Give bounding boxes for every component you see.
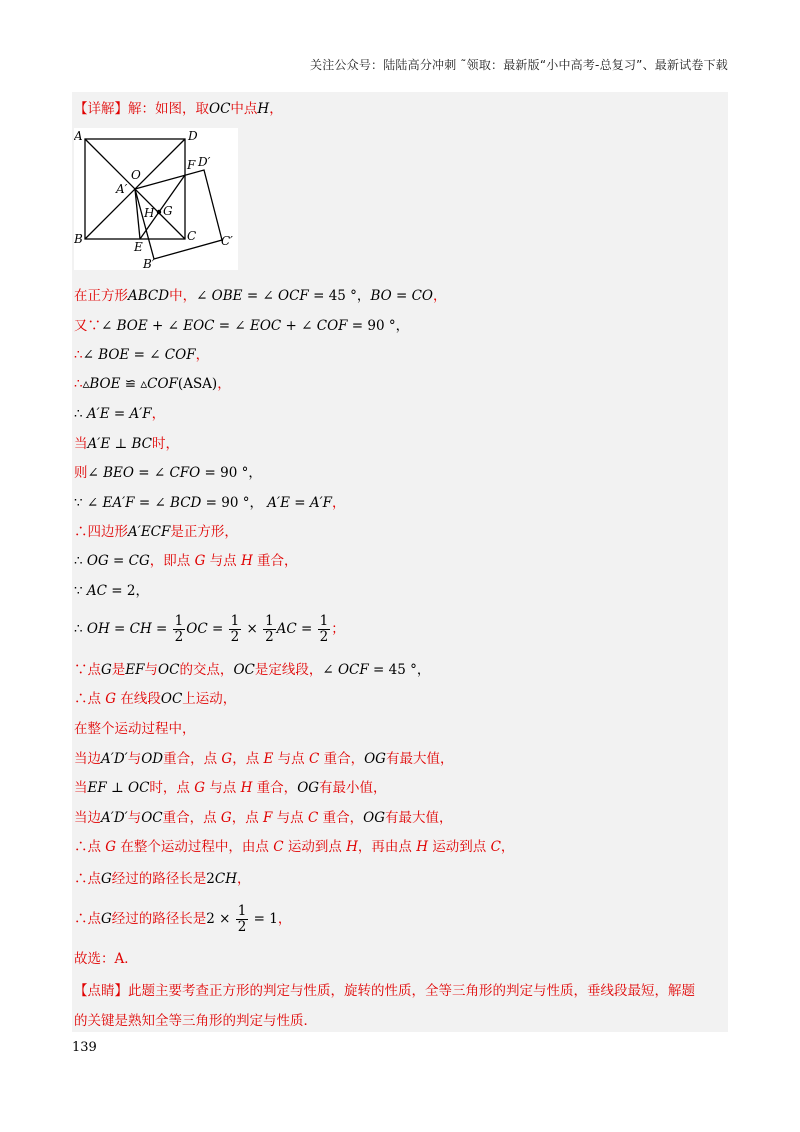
- text: 当: [74, 436, 88, 452]
- text: ∴: [74, 406, 87, 422]
- denominator: 2: [237, 919, 247, 935]
- text: 与点: [273, 751, 309, 767]
- math: =: [151, 621, 172, 637]
- text: 运动到点: [283, 839, 347, 855]
- numerator: 1: [230, 613, 240, 629]
- numerator: 1: [265, 613, 274, 629]
- text: ，: [195, 347, 210, 363]
- text: 重合，: [252, 780, 298, 796]
- math: AC: [86, 583, 107, 599]
- math: EF: [87, 780, 107, 796]
- step-line: [74, 552, 298, 570]
- text: 中点: [230, 101, 258, 117]
- math: ∠ EA′F: [86, 495, 135, 511]
- fraction: [318, 614, 331, 645]
- solution-intro: [74, 100, 283, 118]
- text: 重合，: [252, 553, 298, 569]
- comment-line: [74, 1012, 317, 1030]
- math: AC: [276, 621, 297, 637]
- text: ∴点: [74, 691, 106, 707]
- step-line: [74, 464, 262, 482]
- step-line: [74, 317, 409, 335]
- label-b: B: [74, 232, 83, 246]
- label-c: C: [187, 229, 197, 243]
- text: ，点: [232, 751, 264, 767]
- math: EF: [125, 662, 145, 678]
- math: A′F: [129, 406, 152, 422]
- fraction: [263, 614, 276, 645]
- text: 故选：A．: [74, 951, 138, 967]
- step-line: [74, 523, 238, 541]
- math: ⊥: [106, 780, 129, 796]
- step-line: [74, 779, 387, 797]
- math: H: [416, 839, 428, 855]
- text: 则: [74, 465, 88, 481]
- text: 有最小值，: [319, 780, 387, 796]
- math: +: [281, 318, 302, 334]
- text: 有最大值，: [385, 751, 454, 767]
- text: ，: [277, 911, 292, 927]
- math: OG: [297, 780, 320, 796]
- math: ⊥: [110, 436, 132, 452]
- text: ，点: [231, 810, 264, 826]
- step-line: [74, 870, 251, 888]
- text: 中，: [169, 288, 197, 304]
- math: =: [289, 495, 310, 511]
- math: A′E: [87, 436, 111, 452]
- text: ∵: [74, 583, 87, 599]
- step-line: [74, 902, 291, 936]
- text: 时，点: [149, 780, 195, 796]
- text: 【详解】解：如图，取: [74, 101, 209, 117]
- step-line: [74, 838, 514, 856]
- math: =: [108, 553, 129, 569]
- math: OH: [86, 621, 110, 637]
- answer-line: [74, 950, 138, 968]
- math: G: [101, 662, 112, 678]
- math: ∠ EOC: [167, 318, 215, 334]
- math: OC: [158, 662, 180, 678]
- text: 重合，点: [163, 751, 222, 767]
- math: +: [147, 318, 168, 334]
- text: 是正方形，: [170, 524, 238, 540]
- step-line: [74, 720, 196, 738]
- step-line: [74, 375, 231, 393]
- math: G: [221, 751, 233, 767]
- math: ▵BOE: [82, 376, 121, 392]
- denominator: 2: [174, 629, 184, 645]
- math: ∠ BCD: [154, 495, 202, 511]
- text: ∴点: [74, 839, 106, 855]
- text: ，: [269, 101, 283, 117]
- text: 当: [74, 780, 88, 796]
- math: G: [105, 839, 117, 855]
- math: A′D′: [101, 810, 128, 826]
- label-h: H: [144, 206, 155, 220]
- fraction: [229, 614, 242, 645]
- step-line: [74, 612, 345, 646]
- text: 是定线段，: [254, 662, 323, 678]
- label-a: A: [74, 129, 83, 143]
- math: OD: [141, 751, 164, 767]
- math: A′E: [267, 495, 290, 511]
- math: = 1: [249, 911, 278, 927]
- math: =: [133, 465, 154, 481]
- step-line: [74, 582, 149, 600]
- math: OG: [364, 751, 386, 767]
- math: =: [296, 621, 317, 637]
- math: = 45 °，: [368, 662, 431, 678]
- math: ∠ EOC: [234, 318, 282, 334]
- comment-line: [74, 982, 695, 1000]
- math: ∠ OCF: [322, 662, 369, 678]
- math: H: [240, 553, 253, 569]
- text: 运动到点: [427, 839, 491, 855]
- text: 经过的路径长是: [111, 911, 207, 927]
- math: =: [134, 495, 155, 511]
- text: 时，: [151, 436, 179, 452]
- math: C: [308, 751, 320, 767]
- text: ，: [217, 376, 231, 392]
- math: = 2，: [106, 583, 149, 599]
- math: =: [391, 288, 412, 304]
- text: 当边: [74, 751, 101, 767]
- page-header: 关注公众号：陆陆高分冲刺 ˜领取：最新版“小中高考-总复习”、最新试卷下载: [310, 58, 728, 72]
- math: A′F: [309, 495, 333, 511]
- math: ∠ BOE: [82, 347, 130, 363]
- math: F: [263, 810, 273, 826]
- math: H: [346, 839, 358, 855]
- math: OG: [363, 810, 385, 826]
- text: 在正方形: [74, 288, 128, 304]
- math: =: [109, 621, 130, 637]
- math: ∠ OCF: [262, 288, 309, 304]
- math: = 90 °，: [200, 465, 262, 481]
- math: H: [257, 101, 270, 117]
- text: ∴四边形: [74, 524, 128, 540]
- math: G: [194, 780, 206, 796]
- text: 与点: [205, 553, 241, 569]
- math: A′D′: [101, 751, 128, 767]
- math: G: [194, 553, 206, 569]
- math: = 45 °，: [308, 288, 371, 304]
- text: 与点: [272, 810, 308, 826]
- math: OC: [128, 780, 150, 796]
- text: 又∵: [74, 318, 101, 334]
- text: ，即点: [149, 553, 195, 569]
- text: 上运动，: [182, 691, 237, 707]
- text: ，: [433, 288, 447, 304]
- math: ∠ COF: [149, 347, 196, 363]
- math: G: [105, 691, 117, 707]
- denominator: 2: [265, 629, 274, 645]
- math: OC: [141, 810, 163, 826]
- step-line: [74, 405, 165, 423]
- page-number: 139: [72, 1040, 97, 1055]
- text: ∵点: [74, 662, 101, 678]
- math: C: [273, 839, 284, 855]
- text: 在整个运动过程中，: [74, 721, 196, 737]
- text: 的关键是熟知全等三角形的判定与性质．: [74, 1013, 317, 1029]
- math: OG: [86, 553, 109, 569]
- math: =: [214, 318, 235, 334]
- math: CH: [129, 621, 152, 637]
- fraction: [173, 614, 186, 645]
- text: ，: [237, 871, 251, 887]
- step-line: [74, 287, 447, 305]
- geometry-figure: [74, 128, 238, 270]
- math: ∠ OBE: [196, 288, 243, 304]
- text: ，: [500, 839, 515, 855]
- text: 的交点，: [179, 662, 234, 678]
- math: CH: [214, 871, 237, 887]
- text: ，再由点: [357, 839, 417, 855]
- fraction: [236, 904, 249, 935]
- text: ∴: [74, 347, 83, 363]
- math: OC: [209, 101, 231, 117]
- text: 是: [111, 662, 126, 678]
- numerator: 1: [174, 613, 184, 629]
- label-d: D: [188, 129, 198, 143]
- text: 在整个运动过程中，由点: [116, 839, 274, 855]
- step-line: [74, 750, 453, 768]
- math: =: [207, 621, 228, 637]
- math: OC: [160, 691, 183, 707]
- step-line: [74, 690, 236, 708]
- math: E: [263, 751, 274, 767]
- math: ∠ COF: [301, 318, 348, 334]
- math: G: [101, 911, 112, 927]
- text: 在线段: [116, 691, 161, 707]
- label-d-prime: D′: [198, 155, 211, 169]
- math: G: [101, 871, 112, 887]
- denominator: 2: [230, 629, 240, 645]
- step-line: [74, 809, 452, 827]
- label-b-prime: B′: [143, 257, 155, 270]
- numerator: 1: [319, 613, 329, 629]
- math: ∠ CFO: [153, 465, 201, 481]
- math: ABCD: [128, 288, 170, 304]
- math: C: [490, 839, 501, 855]
- label-e: E: [134, 240, 143, 254]
- math: BO: [370, 288, 392, 304]
- math: A′E: [86, 406, 110, 422]
- text: ∴点: [74, 911, 101, 927]
- math: = 90 °，: [347, 318, 410, 334]
- label-c-prime: C′: [221, 234, 233, 248]
- step-line: [74, 661, 430, 679]
- text: ∵: [74, 495, 87, 511]
- math: ▵COF: [140, 376, 178, 392]
- math: ∠ BOE: [101, 318, 148, 334]
- math: ≌: [120, 376, 141, 392]
- math: A′ECF: [128, 524, 171, 540]
- math: = 90 °，: [201, 495, 268, 511]
- math: ∠ BEO: [87, 465, 134, 481]
- text: ∴点: [74, 871, 101, 887]
- label-g: G: [163, 204, 173, 218]
- text: 重合，: [318, 810, 364, 826]
- math: =: [242, 288, 263, 304]
- math: =: [129, 347, 150, 363]
- denominator: 2: [319, 629, 329, 645]
- label-f: F: [187, 158, 196, 172]
- text: 与点: [205, 780, 241, 796]
- math: OC: [186, 621, 208, 637]
- step-line: [74, 346, 209, 364]
- text: ，: [151, 406, 166, 422]
- math: =: [109, 406, 130, 422]
- numerator: 1: [237, 903, 247, 919]
- math: ×: [242, 621, 263, 637]
- math: (ASA): [177, 376, 218, 392]
- math: G: [220, 810, 232, 826]
- math: CO: [411, 288, 433, 304]
- square-rotation-diagram: [74, 128, 238, 270]
- text: ，: [332, 495, 346, 511]
- step-line: [74, 435, 179, 453]
- text: 与: [127, 751, 142, 767]
- math: CG: [128, 553, 150, 569]
- text: 与: [144, 662, 159, 678]
- point-g: [157, 210, 161, 214]
- math: BC: [131, 436, 152, 452]
- text: ∴: [74, 376, 83, 392]
- math: OC: [233, 662, 255, 678]
- text: 重合，点: [162, 810, 221, 826]
- step-line: [74, 494, 346, 512]
- text: 【点睛】此题主要考查正方形的判定与性质，旋转的性质，全等三角形的判定与性质，垂线段最短，解题: [74, 983, 695, 999]
- math: 2 ×: [206, 911, 235, 927]
- text: 重合，: [319, 751, 365, 767]
- text: 经过的路径长是: [111, 871, 207, 887]
- label-a-prime: A′: [116, 182, 128, 196]
- text: ∴: [74, 553, 87, 569]
- text: ；: [331, 621, 345, 637]
- text: 当边: [74, 810, 101, 826]
- text: 有最大值，: [384, 810, 453, 826]
- math: H: [240, 780, 253, 796]
- math: 2: [206, 871, 215, 887]
- label-o: O: [131, 168, 141, 182]
- math: C: [307, 810, 319, 826]
- text: 与: [127, 810, 142, 826]
- text: ∴: [74, 621, 87, 637]
